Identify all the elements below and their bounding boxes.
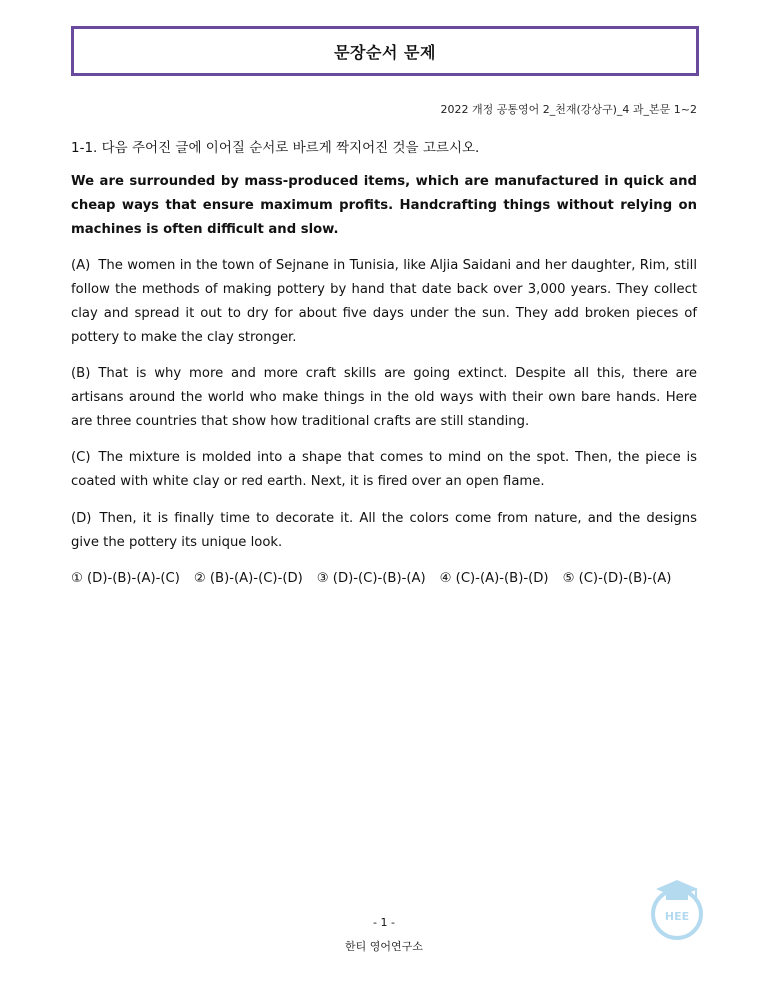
choice-3[interactable]: ③ (D)-(C)-(B)-(A) xyxy=(316,571,426,586)
source-label: 2022 개정 공통영어 2_천재(강상구)_4 과_본문 1~2 xyxy=(440,103,697,116)
paragraph-d xyxy=(71,507,697,555)
answer-choices xyxy=(71,567,671,591)
footer-org: 한티 영어연구소 xyxy=(345,940,423,953)
paragraph-text: The mixture is molded into a shape that comes to mind on the spot. Then, the piece is coated with white clay or red earth. Next, it is fired over an open flame. xyxy=(71,450,697,489)
title-box xyxy=(71,26,699,76)
paragraph-tag: (D) xyxy=(71,511,92,526)
paragraph-text: Then, it is finally time to decorate it. All the colors come from nature, and the designs give the pottery its unique look. xyxy=(71,511,697,550)
paragraph-tag: (C) xyxy=(71,450,91,465)
question-prompt: 1-1. 다음 주어진 글에 이어질 순서로 바르게 짝지어진 것을 고르시오. xyxy=(71,140,480,156)
paragraph-tag: (A) xyxy=(71,258,91,273)
choice-2[interactable]: ② (B)-(A)-(C)-(D) xyxy=(193,571,303,586)
paragraph-text: That is why more and more craft skills are going extinct. Despite all this, there are artisans around the world who make things in the old ways with their own bare hands. Here are three countries that show how traditional crafts are still standing. xyxy=(71,366,697,429)
intro-passage: We are surrounded by mass-produced items, which are manufactured in quick and cheap ways that ensure maximum profits. Handcrafting things without relying on machines is often difficult and slow. xyxy=(71,174,697,237)
choice-4[interactable]: ④ (C)-(A)-(B)-(D) xyxy=(439,571,549,586)
choice-5[interactable]: ⑤ (C)-(D)-(B)-(A) xyxy=(562,571,672,586)
page-title: 문장순서 문제 xyxy=(334,42,436,62)
choice-1[interactable]: ① (D)-(B)-(A)-(C) xyxy=(71,571,180,586)
paragraph-a xyxy=(71,254,697,350)
paragraph-text: The women in the town of Sejnane in Tunisia, like Aljia Saidani and her daughter, Rim, still follow the methods of making pottery by hand that date back over 3,000 years. They collect clay and spread it out to dry for about five days under the sun. They add broken pieces of pottery to make the clay stronger. xyxy=(71,258,697,345)
paragraph-b xyxy=(71,362,697,434)
logo-text: HEE xyxy=(664,910,690,923)
graduation-cap-icon xyxy=(648,876,706,942)
paragraph-c xyxy=(71,446,697,494)
page-number: - 1 - xyxy=(373,916,395,929)
paragraph-tag: (B) xyxy=(71,366,91,381)
